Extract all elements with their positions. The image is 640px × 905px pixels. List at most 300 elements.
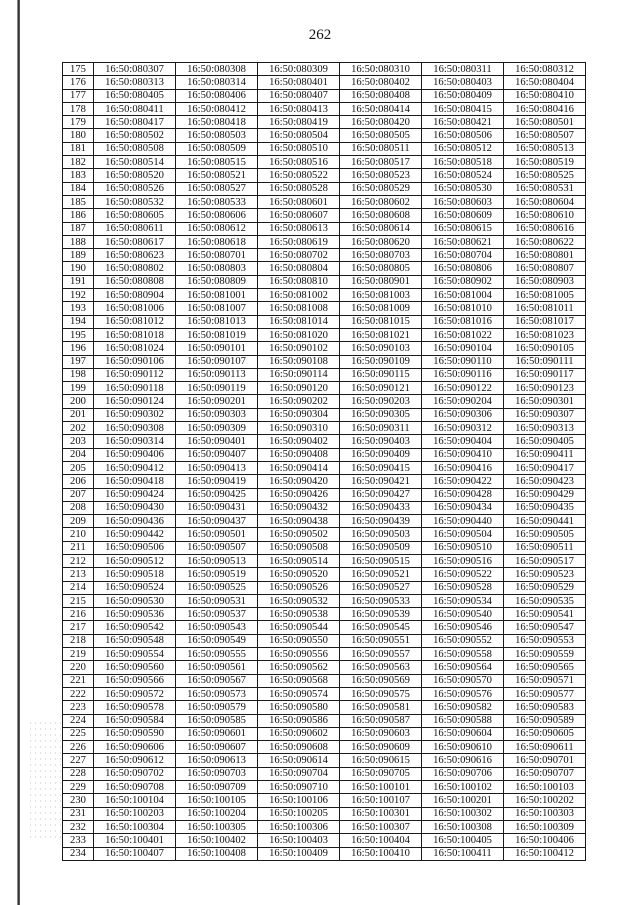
quarter-code-cell: 16:50:090412 — [94, 461, 176, 474]
quarter-code-cell: 16:50:090580 — [258, 701, 340, 714]
quarter-code-cell: 16:50:090706 — [422, 767, 504, 780]
quarter-code-cell: 16:50:090544 — [258, 621, 340, 634]
row-number-cell: 221 — [63, 674, 94, 687]
table-row — [63, 302, 586, 315]
row-number-cell: 184 — [63, 182, 94, 195]
row-number-cell: 176 — [63, 76, 94, 89]
row-number-cell: 204 — [63, 448, 94, 461]
quarter-code-cell: 16:50:081008 — [258, 302, 340, 315]
quarter-code-cell: 16:50:090413 — [176, 461, 258, 474]
quarter-code-cell: 16:50:090581 — [340, 701, 422, 714]
quarter-code-cell: 16:50:090310 — [258, 422, 340, 435]
quarter-code-cell: 16:50:090578 — [94, 701, 176, 714]
quarter-code-cell: 16:50:090513 — [176, 554, 258, 567]
quarter-code-cell: 16:50:100201 — [422, 794, 504, 807]
quarter-code-cell: 16:50:090516 — [422, 554, 504, 567]
quarter-code-cell: 16:50:080405 — [94, 89, 176, 102]
quarter-code-cell: 16:50:100306 — [258, 820, 340, 833]
quarter-code-cell: 16:50:090561 — [176, 661, 258, 674]
cadastral-quarters-table — [62, 62, 586, 861]
quarter-code-cell: 16:50:090554 — [94, 648, 176, 661]
quarter-code-cell: 16:50:090430 — [94, 501, 176, 514]
quarter-code-cell: 16:50:090112 — [94, 368, 176, 381]
quarter-code-cell: 16:50:090582 — [422, 701, 504, 714]
quarter-code-cell: 16:50:080522 — [258, 169, 340, 182]
row-number-cell: 213 — [63, 568, 94, 581]
quarter-code-cell: 16:50:090404 — [422, 435, 504, 448]
quarter-code-cell: 16:50:080701 — [176, 249, 258, 262]
quarter-code-cell: 16:50:080608 — [340, 209, 422, 222]
quarter-code-cell: 16:50:090560 — [94, 661, 176, 674]
quarter-code-cell: 16:50:090108 — [258, 355, 340, 368]
quarter-code-cell: 16:50:090308 — [94, 422, 176, 435]
quarter-code-cell: 16:50:090602 — [258, 727, 340, 740]
quarter-code-cell: 16:50:100404 — [340, 834, 422, 847]
quarter-code-cell: 16:50:090534 — [422, 594, 504, 607]
quarter-code-cell: 16:50:090425 — [176, 488, 258, 501]
quarter-code-cell: 16:50:080601 — [258, 195, 340, 208]
table-row — [63, 156, 586, 169]
quarter-code-cell: 16:50:090564 — [422, 661, 504, 674]
quarter-code-cell: 16:50:081001 — [176, 289, 258, 302]
quarter-code-cell: 16:50:080617 — [94, 235, 176, 248]
quarter-code-cell: 16:50:090121 — [340, 382, 422, 395]
row-number-cell: 222 — [63, 687, 94, 700]
quarter-code-cell: 16:50:080802 — [94, 262, 176, 275]
quarter-code-cell: 16:50:090569 — [340, 674, 422, 687]
quarter-code-cell: 16:50:090415 — [340, 461, 422, 474]
quarter-code-cell: 16:50:090547 — [504, 621, 586, 634]
quarter-code-cell: 16:50:090573 — [176, 687, 258, 700]
quarter-code-cell: 16:50:080621 — [422, 235, 504, 248]
quarter-code-cell: 16:50:090502 — [258, 528, 340, 541]
quarter-code-cell: 16:50:090508 — [258, 541, 340, 554]
quarter-code-cell: 16:50:090419 — [176, 475, 258, 488]
quarter-code-cell: 16:50:090432 — [258, 501, 340, 514]
quarter-code-cell: 16:50:090529 — [504, 581, 586, 594]
quarter-code-cell: 16:50:090407 — [176, 448, 258, 461]
row-number-cell: 233 — [63, 834, 94, 847]
quarter-code-cell: 16:50:080523 — [340, 169, 422, 182]
quarter-code-cell: 16:50:090504 — [422, 528, 504, 541]
quarter-code-cell: 16:50:080401 — [258, 76, 340, 89]
quarter-code-cell: 16:50:090103 — [340, 342, 422, 355]
quarter-code-cell: 16:50:080619 — [258, 235, 340, 248]
quarter-code-cell: 16:50:080501 — [504, 116, 586, 129]
quarter-code-cell: 16:50:090538 — [258, 608, 340, 621]
quarter-code-cell: 16:50:080311 — [422, 63, 504, 76]
table-row — [63, 767, 586, 780]
row-number-cell: 202 — [63, 422, 94, 435]
table-row — [63, 754, 586, 767]
quarter-code-cell: 16:50:090579 — [176, 701, 258, 714]
quarter-code-cell: 16:50:090203 — [340, 395, 422, 408]
quarter-code-cell: 16:50:080406 — [176, 89, 258, 102]
quarter-code-cell: 16:50:080801 — [504, 249, 586, 262]
table-row — [63, 382, 586, 395]
table-row — [63, 648, 586, 661]
row-number-cell: 220 — [63, 661, 94, 674]
quarter-code-cell: 16:50:080411 — [94, 102, 176, 115]
quarter-code-cell: 16:50:090576 — [422, 687, 504, 700]
quarter-code-cell: 16:50:090549 — [176, 634, 258, 647]
quarter-code-cell: 16:50:090302 — [94, 408, 176, 421]
quarter-code-cell: 16:50:090401 — [176, 435, 258, 448]
quarter-code-cell: 16:50:090540 — [422, 608, 504, 621]
quarter-code-cell: 16:50:080314 — [176, 76, 258, 89]
quarter-code-cell: 16:50:100305 — [176, 820, 258, 833]
quarter-code-cell: 16:50:090420 — [258, 475, 340, 488]
quarter-code-cell: 16:50:080603 — [422, 195, 504, 208]
quarter-code-cell: 16:50:100301 — [340, 807, 422, 820]
quarter-code-cell: 16:50:090563 — [340, 661, 422, 674]
page-number: 262 — [308, 27, 332, 43]
table-row — [63, 235, 586, 248]
quarter-code-cell: 16:50:090402 — [258, 435, 340, 448]
quarter-code-cell: 16:50:080614 — [340, 222, 422, 235]
quarter-code-cell: 16:50:090546 — [422, 621, 504, 634]
row-number-cell: 178 — [63, 102, 94, 115]
table-row — [63, 182, 586, 195]
row-number-cell: 231 — [63, 807, 94, 820]
quarter-code-cell: 16:50:090306 — [422, 408, 504, 421]
quarter-code-cell: 16:50:090704 — [258, 767, 340, 780]
row-number-cell: 193 — [63, 302, 94, 315]
quarter-code-cell: 16:50:100101 — [340, 781, 422, 794]
quarter-code-cell: 16:50:090568 — [258, 674, 340, 687]
quarter-code-cell: 16:50:100307 — [340, 820, 422, 833]
row-number-cell: 183 — [63, 169, 94, 182]
quarter-code-cell: 16:50:090705 — [340, 767, 422, 780]
quarter-code-cell: 16:50:090702 — [94, 767, 176, 780]
quarter-code-cell: 16:50:090522 — [422, 568, 504, 581]
quarter-code-cell: 16:50:081002 — [258, 289, 340, 302]
quarter-code-cell: 16:50:080521 — [176, 169, 258, 182]
quarter-code-cell: 16:50:090204 — [422, 395, 504, 408]
quarter-code-cell: 16:50:080520 — [94, 169, 176, 182]
quarter-code-cell: 16:50:080527 — [176, 182, 258, 195]
table-row — [63, 794, 586, 807]
table-body — [63, 63, 586, 861]
table-row — [63, 501, 586, 514]
quarter-code-cell: 16:50:090312 — [422, 422, 504, 435]
row-number-cell: 195 — [63, 328, 94, 341]
quarter-code-cell: 16:50:080804 — [258, 262, 340, 275]
quarter-code-cell: 16:50:080611 — [94, 222, 176, 235]
table-row — [63, 116, 586, 129]
table-row — [63, 568, 586, 581]
quarter-code-cell: 16:50:080517 — [340, 156, 422, 169]
table-row — [63, 275, 586, 288]
quarter-code-cell: 16:50:080529 — [340, 182, 422, 195]
quarter-code-cell: 16:50:090426 — [258, 488, 340, 501]
quarter-code-cell: 16:50:080607 — [258, 209, 340, 222]
row-number-cell: 208 — [63, 501, 94, 514]
table-row — [63, 554, 586, 567]
quarter-code-cell: 16:50:090113 — [176, 368, 258, 381]
table-row — [63, 621, 586, 634]
quarter-code-cell: 16:50:080533 — [176, 195, 258, 208]
quarter-code-cell: 16:50:090616 — [422, 754, 504, 767]
quarter-code-cell: 16:50:090301 — [504, 395, 586, 408]
quarter-code-cell: 16:50:100202 — [504, 794, 586, 807]
row-number-cell: 234 — [63, 847, 94, 860]
quarter-code-cell: 16:50:090518 — [94, 568, 176, 581]
row-number-cell: 185 — [63, 195, 94, 208]
quarter-code-cell: 16:50:081010 — [422, 302, 504, 315]
quarter-code-cell: 16:50:090521 — [340, 568, 422, 581]
table-row — [63, 89, 586, 102]
quarter-code-cell: 16:50:090609 — [340, 741, 422, 754]
quarter-code-cell: 16:50:080510 — [258, 142, 340, 155]
quarter-code-cell: 16:50:080418 — [176, 116, 258, 129]
quarter-code-cell: 16:50:090506 — [94, 541, 176, 554]
row-number-cell: 197 — [63, 355, 94, 368]
quarter-code-cell: 16:50:080409 — [422, 89, 504, 102]
quarter-code-cell: 16:50:090313 — [504, 422, 586, 435]
quarter-code-cell: 16:50:090416 — [422, 461, 504, 474]
quarter-code-cell: 16:50:090608 — [258, 741, 340, 754]
quarter-code-cell: 16:50:090418 — [94, 475, 176, 488]
quarter-code-cell: 16:50:090558 — [422, 648, 504, 661]
quarter-code-cell: 16:50:100402 — [176, 834, 258, 847]
quarter-code-cell: 16:50:090553 — [504, 634, 586, 647]
quarter-code-cell: 16:50:081024 — [94, 342, 176, 355]
quarter-code-cell: 16:50:100308 — [422, 820, 504, 833]
quarter-code-cell: 16:50:090604 — [422, 727, 504, 740]
quarter-code-cell: 16:50:090424 — [94, 488, 176, 501]
quarter-code-cell: 16:50:080502 — [94, 129, 176, 142]
quarter-code-cell: 16:50:090590 — [94, 727, 176, 740]
quarter-code-cell: 16:50:081017 — [504, 315, 586, 328]
quarter-code-cell: 16:50:081004 — [422, 289, 504, 302]
quarter-code-cell: 16:50:081020 — [258, 328, 340, 341]
quarter-code-cell: 16:50:090106 — [94, 355, 176, 368]
quarter-code-cell: 16:50:090510 — [422, 541, 504, 554]
quarter-code-cell: 16:50:090409 — [340, 448, 422, 461]
quarter-code-cell: 16:50:090707 — [504, 767, 586, 780]
row-number-cell: 214 — [63, 581, 94, 594]
quarter-code-cell: 16:50:080309 — [258, 63, 340, 76]
quarter-code-cell: 16:50:090118 — [94, 382, 176, 395]
quarter-code-cell: 16:50:090525 — [176, 581, 258, 594]
quarter-code-cell: 16:50:090530 — [94, 594, 176, 607]
quarter-code-cell: 16:50:090523 — [504, 568, 586, 581]
quarter-code-cell: 16:50:080413 — [258, 102, 340, 115]
table-row — [63, 515, 586, 528]
quarter-code-cell: 16:50:080513 — [504, 142, 586, 155]
table-row — [63, 701, 586, 714]
table-row — [63, 781, 586, 794]
quarter-code-cell: 16:50:081015 — [340, 315, 422, 328]
quarter-code-cell: 16:50:080524 — [422, 169, 504, 182]
table-row — [63, 847, 586, 860]
quarter-code-cell: 16:50:100401 — [94, 834, 176, 847]
quarter-code-cell: 16:50:080610 — [504, 209, 586, 222]
quarter-code-cell: 16:50:081007 — [176, 302, 258, 315]
quarter-code-cell: 16:50:080602 — [340, 195, 422, 208]
quarter-code-cell: 16:50:100403 — [258, 834, 340, 847]
quarter-code-cell: 16:50:081012 — [94, 315, 176, 328]
quarter-code-cell: 16:50:080415 — [422, 102, 504, 115]
quarter-code-cell: 16:50:090551 — [340, 634, 422, 647]
row-number-cell: 196 — [63, 342, 94, 355]
quarter-code-cell: 16:50:100205 — [258, 807, 340, 820]
table-row — [63, 222, 586, 235]
table-row — [63, 262, 586, 275]
quarter-code-cell: 16:50:090503 — [340, 528, 422, 541]
quarter-code-cell: 16:50:100410 — [340, 847, 422, 860]
quarter-code-cell: 16:50:100409 — [258, 847, 340, 860]
quarter-code-cell: 16:50:090311 — [340, 422, 422, 435]
quarter-code-cell: 16:50:090575 — [340, 687, 422, 700]
quarter-code-cell: 16:50:081003 — [340, 289, 422, 302]
row-number-cell: 228 — [63, 767, 94, 780]
table-row — [63, 634, 586, 647]
quarter-code-cell: 16:50:081018 — [94, 328, 176, 341]
row-number-cell: 188 — [63, 235, 94, 248]
quarter-code-cell: 16:50:090403 — [340, 435, 422, 448]
quarter-code-cell: 16:50:100302 — [422, 807, 504, 820]
quarter-code-cell: 16:50:100303 — [504, 807, 586, 820]
quarter-code-cell: 16:50:090431 — [176, 501, 258, 514]
table-row — [63, 475, 586, 488]
quarter-code-cell: 16:50:090119 — [176, 382, 258, 395]
table-row — [63, 249, 586, 262]
quarter-code-cell: 16:50:080809 — [176, 275, 258, 288]
quarter-code-cell: 16:50:090531 — [176, 594, 258, 607]
row-number-cell: 190 — [63, 262, 94, 275]
quarter-code-cell: 16:50:090120 — [258, 382, 340, 395]
quarter-code-cell: 16:50:090701 — [504, 754, 586, 767]
quarter-code-cell: 16:50:090307 — [504, 408, 586, 421]
quarter-code-cell: 16:50:080512 — [422, 142, 504, 155]
quarter-code-cell: 16:50:080417 — [94, 116, 176, 129]
quarter-code-cell: 16:50:080504 — [258, 129, 340, 142]
quarter-code-cell: 16:50:090505 — [504, 528, 586, 541]
quarter-code-cell: 16:50:090543 — [176, 621, 258, 634]
quarter-code-cell: 16:50:090439 — [340, 515, 422, 528]
quarter-code-cell: 16:50:080310 — [340, 63, 422, 76]
quarter-code-cell: 16:50:080904 — [94, 289, 176, 302]
quarter-code-cell: 16:50:080530 — [422, 182, 504, 195]
table-row — [63, 395, 586, 408]
quarter-code-cell: 16:50:100408 — [176, 847, 258, 860]
quarter-code-cell: 16:50:080805 — [340, 262, 422, 275]
quarter-code-cell: 16:50:090566 — [94, 674, 176, 687]
quarter-code-cell: 16:50:080414 — [340, 102, 422, 115]
quarter-code-cell: 16:50:090438 — [258, 515, 340, 528]
quarter-code-cell: 16:50:090527 — [340, 581, 422, 594]
table-row — [63, 129, 586, 142]
table-row — [63, 169, 586, 182]
quarter-code-cell: 16:50:090570 — [422, 674, 504, 687]
quarter-code-cell: 16:50:100102 — [422, 781, 504, 794]
quarter-code-cell: 16:50:090536 — [94, 608, 176, 621]
row-number-cell: 200 — [63, 395, 94, 408]
quarter-code-cell: 16:50:090511 — [504, 541, 586, 554]
quarter-code-cell: 16:50:090429 — [504, 488, 586, 501]
quarter-code-cell: 16:50:090437 — [176, 515, 258, 528]
quarter-code-cell: 16:50:080403 — [422, 76, 504, 89]
quarter-code-cell: 16:50:090537 — [176, 608, 258, 621]
row-number-cell: 191 — [63, 275, 94, 288]
quarter-code-cell: 16:50:090102 — [258, 342, 340, 355]
quarter-code-cell: 16:50:081006 — [94, 302, 176, 315]
row-number-cell: 199 — [63, 382, 94, 395]
quarter-code-cell: 16:50:090565 — [504, 661, 586, 674]
quarter-code-cell: 16:50:090611 — [504, 741, 586, 754]
quarter-code-cell: 16:50:080404 — [504, 76, 586, 89]
quarter-code-cell: 16:50:090550 — [258, 634, 340, 647]
table-row — [63, 328, 586, 341]
quarter-code-cell: 16:50:080407 — [258, 89, 340, 102]
quarter-code-cell: 16:50:090559 — [504, 648, 586, 661]
quarter-code-cell: 16:50:090709 — [176, 781, 258, 794]
quarter-code-cell: 16:50:090109 — [340, 355, 422, 368]
quarter-code-cell: 16:50:090423 — [504, 475, 586, 488]
quarter-code-cell: 16:50:080902 — [422, 275, 504, 288]
quarter-code-cell: 16:50:090517 — [504, 554, 586, 567]
quarter-code-cell: 16:50:080807 — [504, 262, 586, 275]
table-row — [63, 408, 586, 421]
quarter-code-cell: 16:50:080518 — [422, 156, 504, 169]
quarter-code-cell: 16:50:080312 — [504, 63, 586, 76]
quarter-code-cell: 16:50:090606 — [94, 741, 176, 754]
quarter-code-cell: 16:50:080615 — [422, 222, 504, 235]
quarter-code-cell: 16:50:090603 — [340, 727, 422, 740]
quarter-code-cell: 16:50:080810 — [258, 275, 340, 288]
quarter-code-cell: 16:50:081009 — [340, 302, 422, 315]
row-number-cell: 186 — [63, 209, 94, 222]
quarter-code-cell: 16:50:090541 — [504, 608, 586, 621]
quarter-code-cell: 16:50:100204 — [176, 807, 258, 820]
table-row — [63, 727, 586, 740]
row-number-cell: 209 — [63, 515, 94, 528]
quarter-code-cell: 16:50:080516 — [258, 156, 340, 169]
quarter-code-cell: 16:50:080313 — [94, 76, 176, 89]
row-number-cell: 223 — [63, 701, 94, 714]
row-number-cell: 205 — [63, 461, 94, 474]
table-row — [63, 608, 586, 621]
quarter-code-cell: 16:50:080609 — [422, 209, 504, 222]
quarter-code-cell: 16:50:080623 — [94, 249, 176, 262]
quarter-code-cell: 16:50:090532 — [258, 594, 340, 607]
row-number-cell: 217 — [63, 621, 94, 634]
quarter-code-cell: 16:50:090587 — [340, 714, 422, 727]
quarter-code-cell: 16:50:080505 — [340, 129, 422, 142]
quarter-code-cell: 16:50:090414 — [258, 461, 340, 474]
quarter-code-cell: 16:50:080808 — [94, 275, 176, 288]
quarter-code-cell: 16:50:080606 — [176, 209, 258, 222]
quarter-code-cell: 16:50:081019 — [176, 328, 258, 341]
row-number-cell: 194 — [63, 315, 94, 328]
quarter-code-cell: 16:50:090421 — [340, 475, 422, 488]
quarter-code-cell: 16:50:090411 — [504, 448, 586, 461]
quarter-code-cell: 16:50:100203 — [94, 807, 176, 820]
row-number-cell: 215 — [63, 594, 94, 607]
quarter-code-cell: 16:50:090567 — [176, 674, 258, 687]
quarter-code-cell: 16:50:080613 — [258, 222, 340, 235]
quarter-code-cell: 16:50:090512 — [94, 554, 176, 567]
quarter-code-cell: 16:50:090440 — [422, 515, 504, 528]
quarter-code-cell: 16:50:090610 — [422, 741, 504, 754]
scan-edge-shadow — [17, 0, 20, 905]
quarter-code-cell: 16:50:090427 — [340, 488, 422, 501]
quarter-code-cell: 16:50:090422 — [422, 475, 504, 488]
quarter-code-cell: 16:50:080515 — [176, 156, 258, 169]
quarter-code-cell: 16:50:090305 — [340, 408, 422, 421]
